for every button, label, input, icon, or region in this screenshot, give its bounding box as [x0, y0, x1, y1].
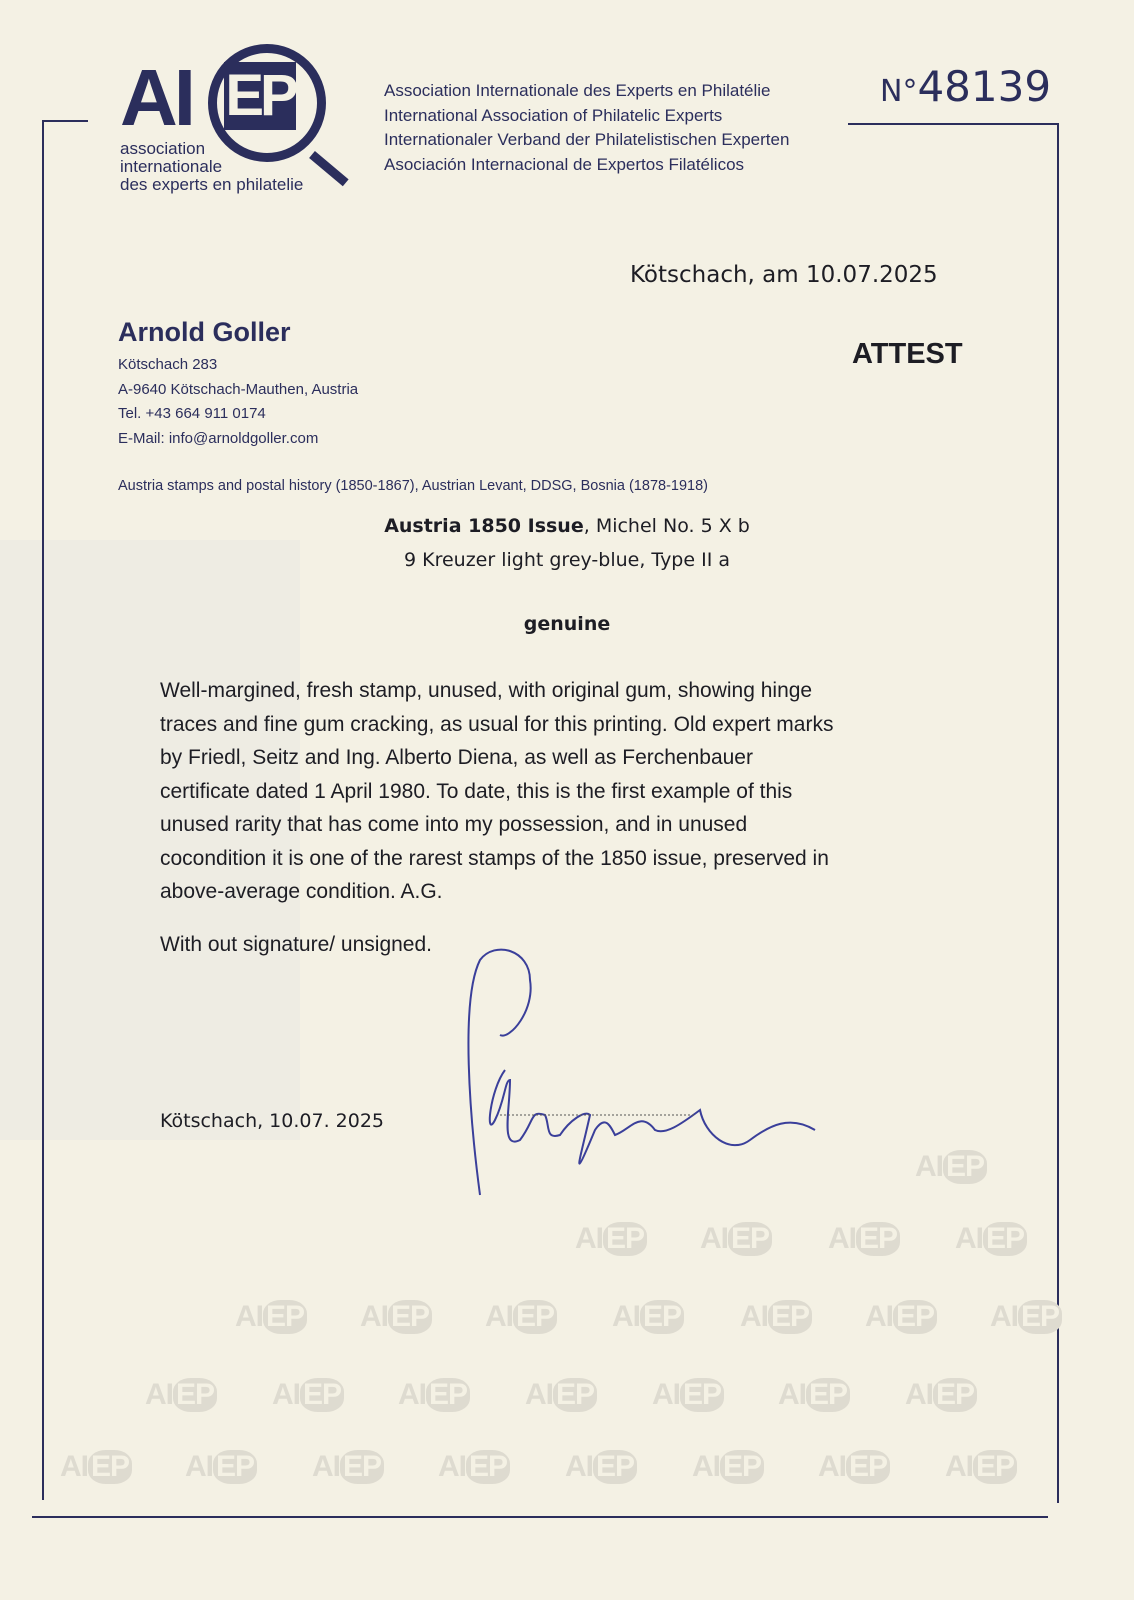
- aiep-watermark: AI EP: [235, 1300, 307, 1334]
- certificate-number: [880, 62, 1052, 111]
- aiep-watermark: AI EP: [778, 1378, 850, 1412]
- aiep-watermark: AI EP: [818, 1450, 890, 1484]
- footer-date: Kötschach, 10.07. 2025: [160, 1110, 385, 1132]
- aiep-watermark: AI EP: [575, 1222, 647, 1256]
- association-name: International Association of Philatelic Experts: [384, 105, 723, 125]
- logo-subtitle-line: association: [120, 139, 206, 158]
- frame-right: [1057, 123, 1059, 1503]
- aiep-watermark: AI EP: [990, 1300, 1062, 1334]
- body-line: certificate dated 1 April 1980. To date, this is the first example of this: [160, 779, 793, 803]
- expert-address: [118, 353, 358, 451]
- handwritten-signature: [450, 940, 830, 1210]
- association-name: Asociación Internacional de Expertos Filatélicos: [384, 154, 745, 174]
- number-value: 48139: [917, 62, 1052, 111]
- aiep-watermark: AI EP: [145, 1378, 217, 1412]
- body-line: cocondition it is one of the rarest stamps of the 1850 issue, preserved in: [160, 846, 829, 870]
- logo-ai: AI: [120, 53, 192, 142]
- aiep-watermark: AI EP: [60, 1450, 132, 1484]
- email: E-Mail: info@arnoldgoller.com: [118, 429, 319, 447]
- address-line: A-9640 Kötschach-Mauthen, Austria: [118, 380, 359, 398]
- aiep-watermark: AI EP: [740, 1300, 812, 1334]
- aiep-watermark: AI EP: [312, 1450, 384, 1484]
- frame-top-left: [44, 120, 88, 122]
- address-line: Kötschach 283: [118, 356, 218, 373]
- logo-ep: EP: [225, 63, 295, 128]
- aiep-watermark: AI EP: [612, 1300, 684, 1334]
- aiep-watermark: AI EP: [828, 1222, 900, 1256]
- aiep-watermark: AI EP: [360, 1300, 432, 1334]
- aiep-watermark: AI EP: [398, 1378, 470, 1412]
- document-type: ATTEST: [852, 338, 963, 370]
- description-body: [160, 674, 833, 909]
- association-names: [384, 79, 789, 177]
- aiep-watermark: AI EP: [700, 1222, 772, 1256]
- aiep-watermark: AI EP: [272, 1378, 344, 1412]
- item-issue: Austria 1850 Issue: [384, 515, 584, 537]
- association-name: Internationaler Verband der Philatelistischen Experten: [384, 130, 790, 149]
- phone: Tel. +43 664 911 0174: [118, 405, 266, 422]
- aiep-watermark: AI EP: [485, 1300, 557, 1334]
- place-date: Kötschach, am 10.07.2025: [630, 262, 938, 288]
- aiep-watermark: AI EP: [945, 1450, 1017, 1484]
- magnifier-handle: [309, 151, 348, 186]
- aiep-watermark: AI EP: [915, 1150, 987, 1184]
- logo-subtitle: [120, 140, 303, 194]
- frame-top-right: [848, 123, 1058, 125]
- expert-specialty: Austria stamps and postal history (1850-1867), Austrian Levant, DDSG, Bosnia (1878-1918): [118, 478, 708, 494]
- association-name: Association Internationale des Experts en Philatélie: [384, 81, 771, 100]
- logo-subtitle-line: des experts en philatelie: [120, 175, 304, 194]
- frame-left: [42, 120, 44, 1500]
- item-title: [0, 515, 1134, 537]
- item-description: 9 Kreuzer light grey-blue, Type II a: [403, 549, 730, 571]
- body-line: by Friedl, Seitz and Ing. Alberto Diena, as well as Ferchenbauer: [160, 746, 753, 769]
- body-line: above-average condition. A.G.: [160, 880, 443, 903]
- body-line: Well-margined, fresh stamp, unused, with original gum, showing hinge: [160, 679, 813, 702]
- aiep-watermark: AI EP: [692, 1450, 764, 1484]
- signature-note: With out signature/ unsigned.: [160, 933, 432, 956]
- aiep-watermark: AI EP: [525, 1378, 597, 1412]
- number-prefix: N°: [880, 74, 918, 109]
- aiep-watermark: AI EP: [438, 1450, 510, 1484]
- aiep-watermark: AI EP: [565, 1450, 637, 1484]
- aiep-watermark: AI EP: [865, 1300, 937, 1334]
- frame-bottom: [32, 1516, 1048, 1518]
- aiep-watermark: AI EP: [905, 1378, 977, 1412]
- aiep-watermark: AI EP: [652, 1378, 724, 1412]
- verdict: genuine: [523, 613, 611, 635]
- logo-subtitle-line: internationale: [120, 157, 223, 176]
- expert-name: Arnold Goller: [118, 317, 291, 347]
- aiep-watermark: AI EP: [185, 1450, 257, 1484]
- body-line: unused rarity that has come into my possession, and in unused: [160, 813, 748, 836]
- item-catalogue: , Michel No. 5 X b: [583, 515, 750, 537]
- body-line: traces and fine gum cracking, as usual for this printing. Old expert marks: [160, 712, 834, 736]
- aiep-watermark: AI EP: [955, 1222, 1027, 1256]
